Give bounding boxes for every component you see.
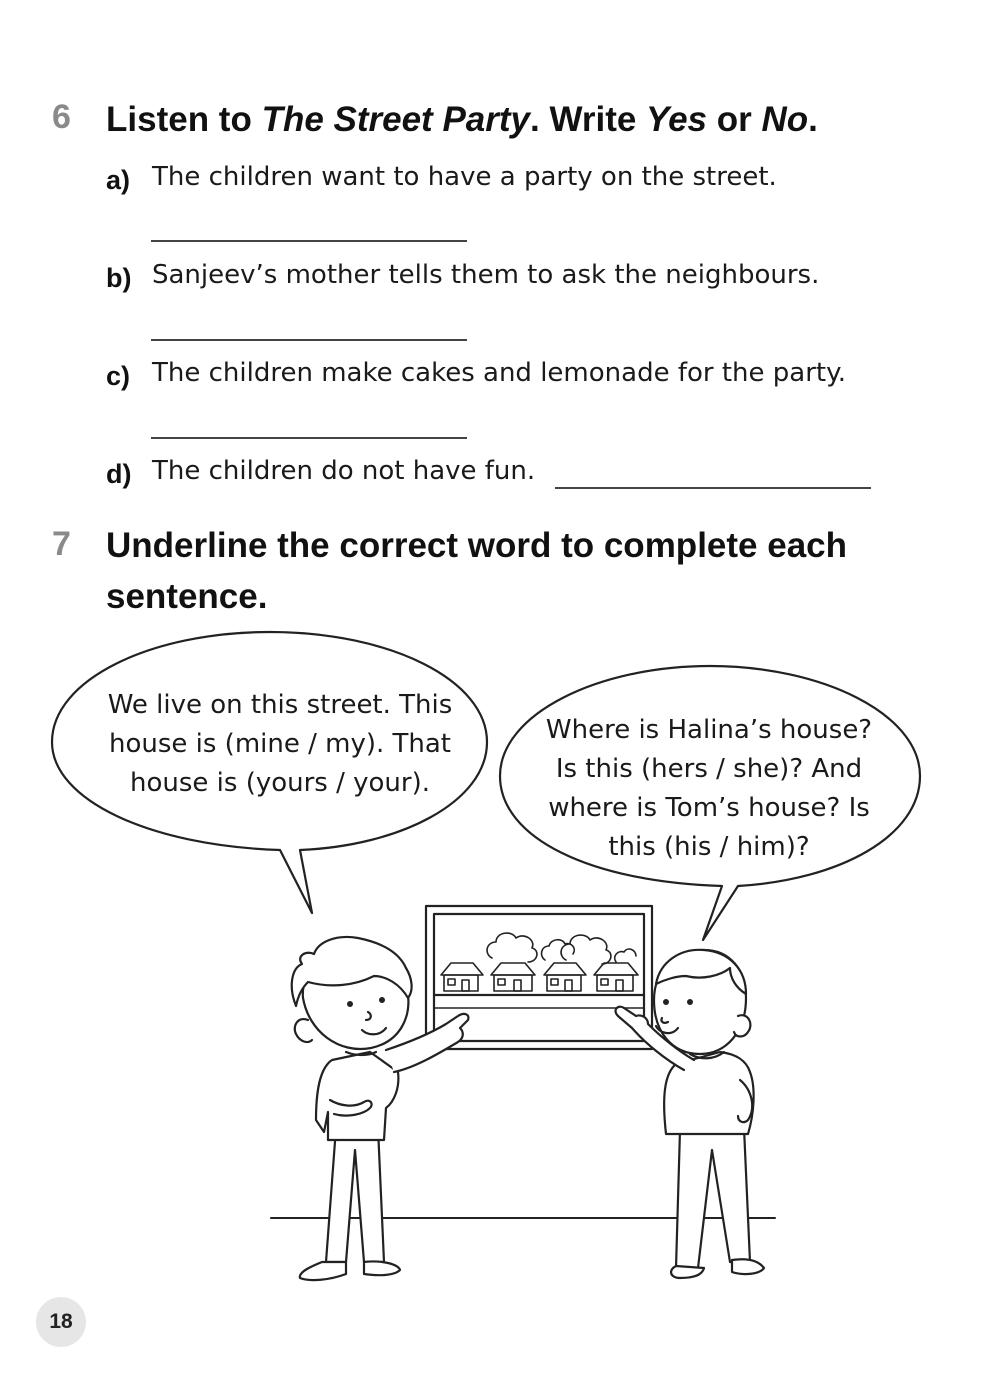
page-number-badge: 18 <box>36 1297 86 1347</box>
title-text: Listen to <box>106 100 262 139</box>
bubble-line: Where is Halina’s house? <box>545 715 873 745</box>
item-d-text: The children do not have fun. <box>152 456 536 486</box>
question-7-title-line: Underline the correct word to complete each <box>106 526 847 565</box>
bubble-line: house is (mine / my). That <box>108 729 452 759</box>
bubble-line: where is Tom’s house? Is <box>548 793 870 823</box>
item-a-text: The children want to have a party on the street. <box>152 162 777 192</box>
bubble-line: We live on this street. This <box>107 690 453 720</box>
bubble-line: this (his / him)? <box>608 832 810 862</box>
title-text: or <box>707 100 762 139</box>
title-text: . Write <box>530 100 647 139</box>
question-6-number: 6 <box>52 98 71 136</box>
question-7-number: 7 <box>52 525 71 563</box>
title-text: . <box>808 100 818 139</box>
left-bubble-text <box>70 686 490 803</box>
yes-word: Yes <box>646 100 708 139</box>
bubble-line: house is (yours / your). <box>129 768 430 798</box>
question-7-title-line: sentence. <box>106 577 268 616</box>
story-title: The Street Party <box>261 100 530 139</box>
item-b-text: Sanjeev’s mother tells them to ask the neighbours. <box>152 260 820 290</box>
item-c-text: The children make cakes and lemonade for the party. <box>152 358 847 388</box>
item-d-label: d) <box>106 459 132 489</box>
bubble-line: Is this (hers / she)? And <box>555 754 863 784</box>
item-b-label: b) <box>106 263 132 293</box>
right-bubble-text <box>498 711 920 867</box>
item-a-label: a) <box>106 165 131 195</box>
item-c-label: c) <box>106 361 131 391</box>
no-word: No <box>761 100 809 139</box>
